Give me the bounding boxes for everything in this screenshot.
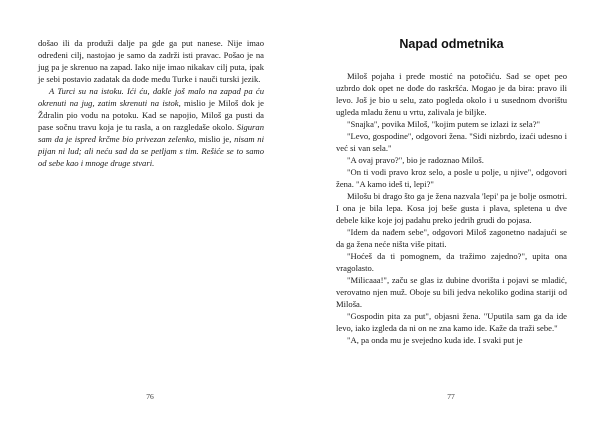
paragraph: "Idem da nađem sebe", odgovori Miloš zagonetno nadajući se da ga žena neće ništa više pitati. <box>336 227 567 249</box>
paragraph <box>38 37 264 85</box>
right-page-text <box>336 70 567 346</box>
paragraph: "Gospodin pita za put", objasni žena. "Uputila sam ga da ide levo, iako izgleda da ni on ne zna kamo ide. Kaže da traži sebe." <box>336 311 567 333</box>
paragraph: "Snajka", povika Miloš, "kojim putem se izlazi iz sela?" <box>347 119 541 129</box>
left-page-text <box>38 37 264 169</box>
page-number-right: 77 <box>447 392 455 401</box>
paragraph: "A ovaj pravo?", bio je radoznao Miloš. <box>347 155 484 165</box>
text-segment: mislio je Miloš dok je Ždralin pio vodu na potoku. Kad se napojio, Miloš ga pusti da pase sočnu travu koja je tu rasla, a on razgledaše okolo. <box>38 98 264 132</box>
paragraph: "Levo, gospodine", odgovori žena. "Siđi nizbrdo, izaći udesno i već si van sela." <box>336 131 567 153</box>
right-page <box>300 0 600 424</box>
text-segment: mislio je, <box>196 134 235 144</box>
italic-thought: Siguran sam da je ispred krčme bio privezan zelenko, <box>38 122 264 144</box>
page-number-left: 76 <box>146 392 154 401</box>
italic-thought: A Turci su na istoku. Ići ću, dakle još malo na zapad pa ću okrenuti na jug, zatim skrenuti na istok, <box>38 86 264 108</box>
italic-thought: nisam ni pijan ni lud; ali neću sad da se petljam s tim. <box>38 134 264 156</box>
paragraph: "On ti vodi pravo kroz selo, a posle u polje, u njive", odgovori žena. "A kamo ideš ti, lepi?" <box>336 167 567 189</box>
chapter-title: Napad odmetnika <box>399 37 504 51</box>
text-segment: došao ili da produži dalje pa gde ga put nanese. Nije imao određeni cilj, nastojao je samo da zadrži isti pravac. Pošao je na jug pa je skrenuo na zapad. Iako nije imao nikakav cilj puta, ipak je sebi postavio zadatak da dođe među Turke i nauči turski jezik. <box>38 38 264 84</box>
italic-thought: Rešiće se to samo od sebe kao i mnoge druge stvari. <box>38 146 265 168</box>
paragraph: "Milicaaa!", začu se glas iz dubine dvorišta i pojavi se mladić, verovatno njen muž. Oboje su bili jedva nekoliko godina stariji od Miloša. <box>336 275 567 309</box>
paragraph: "Hoćeš da ti pomognem, da tražimo zajedno?", upita ona vragolasto. <box>336 251 567 273</box>
paragraph: Milošu bi drago što ga je žena nazvala 'lepi' pa je bolje osmotri. I ona je bila lepa. Kosa joj beše gusta i plava, spletena u dve debele kike koje joj padahu preko jedrih grudi do pojasa. <box>336 191 567 225</box>
paragraph <box>38 85 264 169</box>
paragraph: Miloš pojaha i pređe mostić na potočiću. Sad se opet peo uzbrdo dok opet ne dođe do raskršća. Mogao je da bira: pravo ili levo. Još je bio u selu, zato pogleda okolo i u susednom dvorištu ugleda mladu ženu u vrtu, zalivala je biljke. <box>336 71 567 117</box>
paragraph: "A, pa onda mu je svejedno kuda ide. I svaki put je <box>347 335 523 345</box>
